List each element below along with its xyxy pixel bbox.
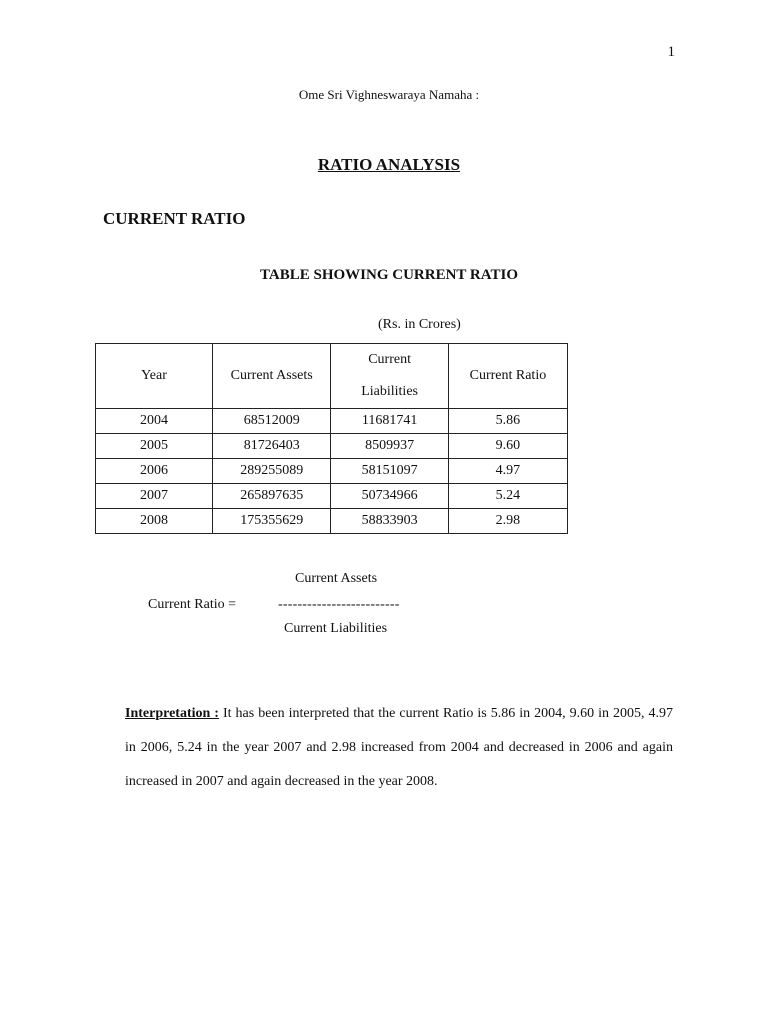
cell-current-ratio: 5.86 (448, 409, 567, 434)
table-title: TABLE SHOWING CURRENT RATIO (260, 267, 518, 283)
interpretation-paragraph (125, 697, 673, 799)
current-ratio-table (95, 343, 568, 534)
cell-current-liabilities: 11681741 (331, 409, 448, 434)
cell-current-assets: 81726403 (213, 434, 331, 459)
section-heading: CURRENT RATIO (103, 209, 246, 228)
cell-current-ratio: 5.24 (448, 484, 567, 509)
page-number: 1 (667, 44, 675, 60)
header-current-liabilities (331, 344, 448, 409)
table-row (96, 509, 568, 534)
cell-current-assets: 265897635 (213, 484, 331, 509)
cell-current-assets: 289255089 (213, 459, 331, 484)
table-header-row (96, 344, 568, 409)
cell-current-ratio: 2.98 (448, 509, 567, 534)
formula-label: Current Ratio = (148, 597, 236, 612)
cell-current-ratio: 4.97 (448, 459, 567, 484)
header-current-assets: Current Assets (213, 344, 331, 409)
table-row (96, 409, 568, 434)
cell-year: 2006 (96, 459, 213, 484)
cell-year: 2008 (96, 509, 213, 534)
cell-current-assets: 68512009 (213, 409, 331, 434)
document-title: RATIO ANALYSIS (317, 155, 461, 174)
table-row (96, 459, 568, 484)
header-year: Year (96, 344, 213, 409)
formula-denominator: Current Liabilities (284, 621, 388, 636)
cell-current-liabilities: 58833903 (331, 509, 448, 534)
invocation-line: Ome Sri Vighneswaraya Namaha : (298, 87, 480, 102)
table-row (96, 484, 568, 509)
table-row (96, 434, 568, 459)
interpretation-label: Interpretation : (125, 706, 219, 721)
cell-year: 2005 (96, 434, 213, 459)
cell-current-liabilities: 58151097 (331, 459, 448, 484)
cell-current-assets: 175355629 (213, 509, 331, 534)
formula-divider: ------------------------- (278, 597, 400, 612)
formula-numerator: Current Assets (295, 571, 378, 586)
header-current-ratio: Current Ratio (448, 344, 567, 409)
cell-current-liabilities: 50734966 (331, 484, 448, 509)
header-current-liabilities-label: Current Liabilities (361, 352, 418, 399)
interpretation-text: It has been interpreted that the current Ratio is 5.86 in 2004, 9.60 in 2005, 4.97 in 2006, 5.24 in the year 2007 and 2.98 increased from 2004 and decreased in 2006 and again increased in 2007 and again decreased in the year 2008. (125, 706, 674, 789)
cell-current-ratio: 9.60 (448, 434, 567, 459)
unit-note: (Rs. in Crores) (378, 317, 461, 332)
cell-current-liabilities: 8509937 (331, 434, 448, 459)
cell-year: 2007 (96, 484, 213, 509)
cell-year: 2004 (96, 409, 213, 434)
